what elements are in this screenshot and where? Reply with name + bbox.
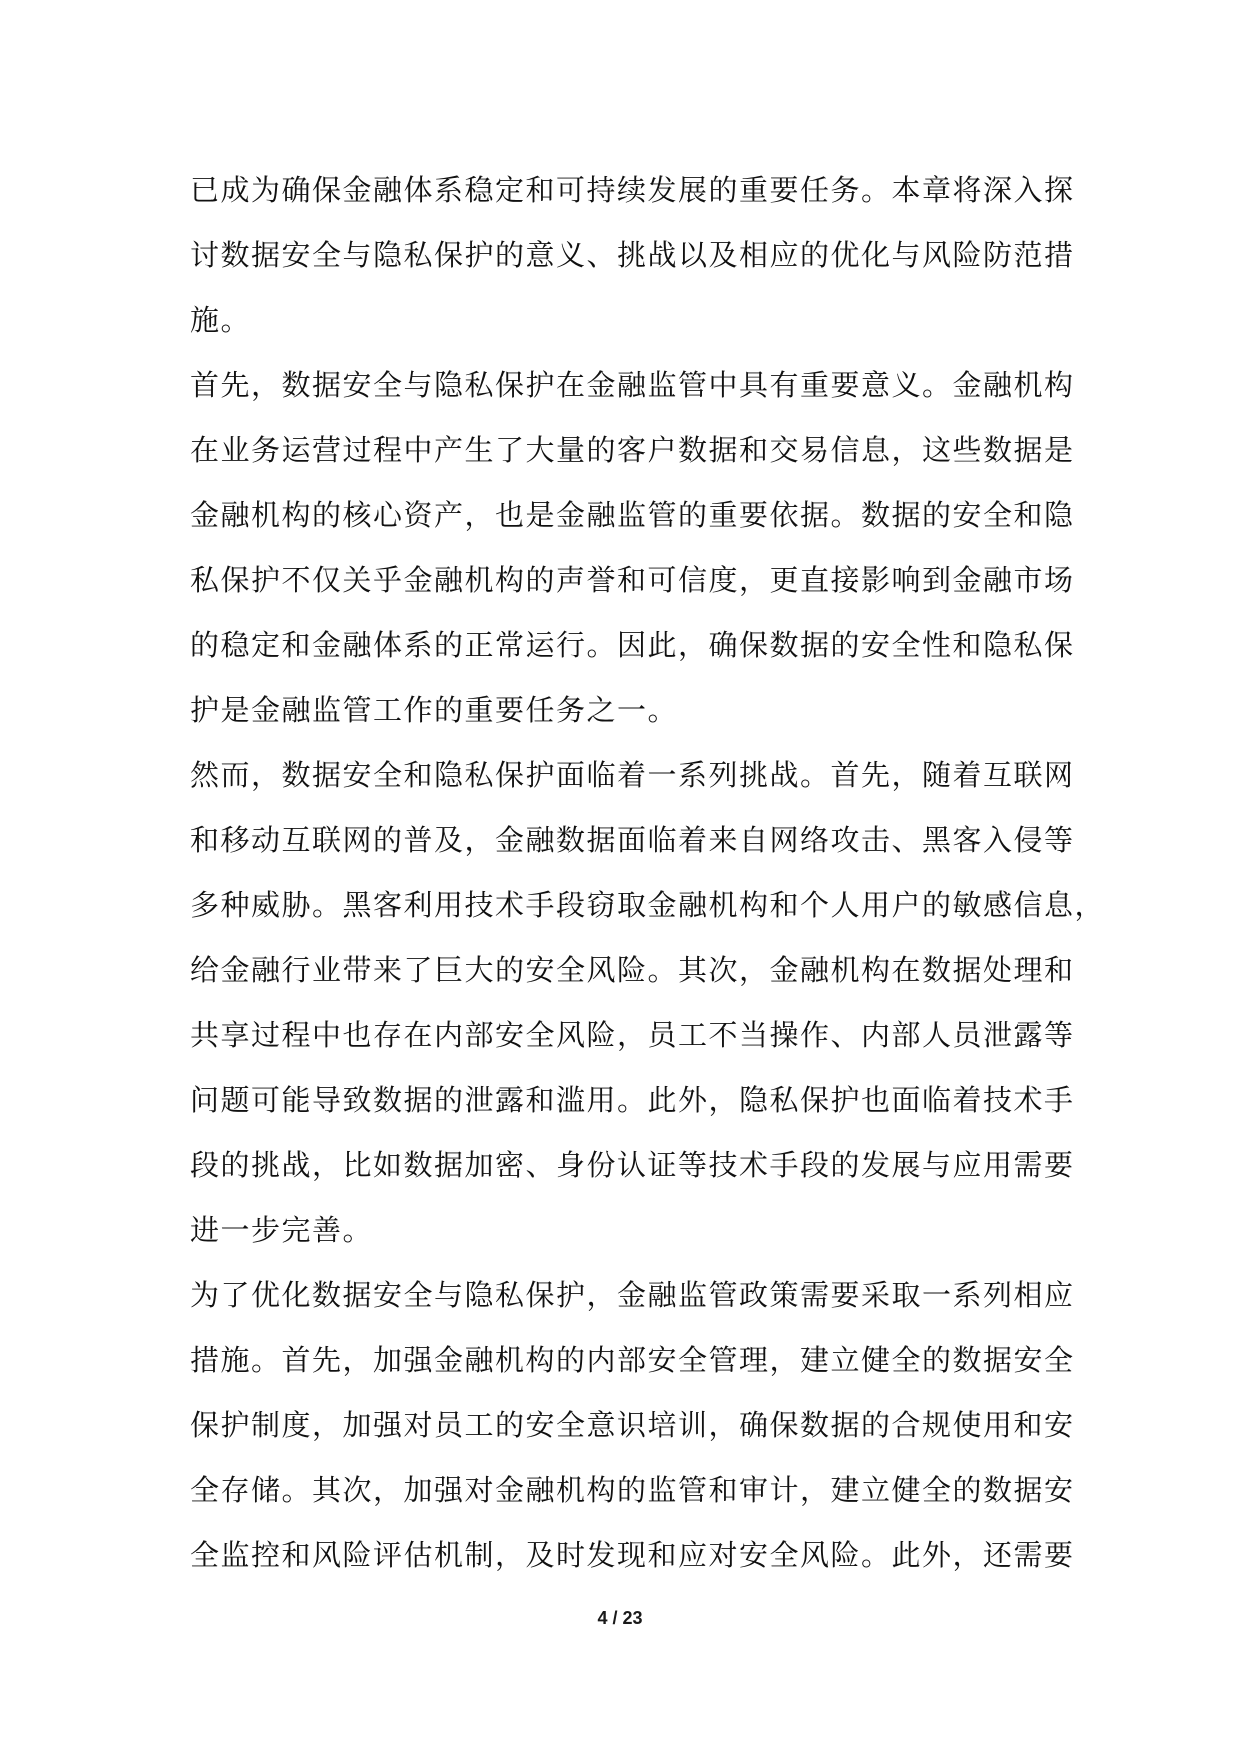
text-line: 问题可能导致数据的泄露和滥用。此外，隐私保护也面临着技术手 — [190, 1083, 1075, 1117]
body-text — [190, 158, 1106, 1588]
text-line: 保护制度，加强对员工的安全意识培训，确保数据的合规使用和安 — [190, 1408, 1075, 1442]
text-line: 多种威胁。黑客利用技术手段窃取金融机构和个人用户的敏感信息， — [190, 888, 1106, 922]
text-line: 讨数据安全与隐私保护的意义、挑战以及相应的优化与风险防范措 — [190, 238, 1075, 272]
text-line: 给金融行业带来了巨大的安全风险。其次，金融机构在数据处理和 — [190, 953, 1075, 987]
page-number: 4 / 23 — [597, 1608, 643, 1628]
text-line: 进一步完善。 — [190, 1213, 374, 1247]
text-line: 施。 — [190, 303, 252, 337]
text-line: 和移动互联网的普及，金融数据面临着来自网络攻击、黑客入侵等 — [190, 823, 1075, 857]
text-line: 护是金融监管工作的重要任务之一。 — [190, 693, 679, 727]
text-line: 然而，数据安全和隐私保护面临着一系列挑战。首先，随着互联网 — [190, 758, 1075, 792]
text-line: 金融机构的核心资产，也是金融监管的重要依据。数据的安全和隐 — [190, 498, 1075, 532]
text-line: 的稳定和金融体系的正常运行。因此，确保数据的安全性和隐私保 — [190, 628, 1075, 662]
text-line: 为了优化数据安全与隐私保护，金融监管政策需要采取一系列相应 — [190, 1278, 1075, 1312]
text-line: 首先，数据安全与隐私保护在金融监管中具有重要意义。金融机构 — [190, 368, 1075, 402]
text-line: 全存储。其次，加强对金融机构的监管和审计，建立健全的数据安 — [190, 1473, 1075, 1507]
text-line: 已成为确保金融体系稳定和可持续发展的重要任务。本章将深入探 — [190, 173, 1075, 207]
text-line: 全监控和风险评估机制，及时发现和应对安全风险。此外，还需要 — [190, 1538, 1075, 1572]
text-line: 在业务运营过程中产生了大量的客户数据和交易信息，这些数据是 — [190, 433, 1075, 467]
text-line: 措施。首先，加强金融机构的内部安全管理，建立健全的数据安全 — [190, 1343, 1075, 1377]
text-line: 私保护不仅关乎金融机构的声誉和可信度，更直接影响到金融市场 — [190, 563, 1075, 597]
text-line: 段的挑战，比如数据加密、身份认证等技术手段的发展与应用需要 — [190, 1148, 1075, 1182]
text-line: 共享过程中也存在内部安全风险，员工不当操作、内部人员泄露等 — [190, 1018, 1075, 1052]
